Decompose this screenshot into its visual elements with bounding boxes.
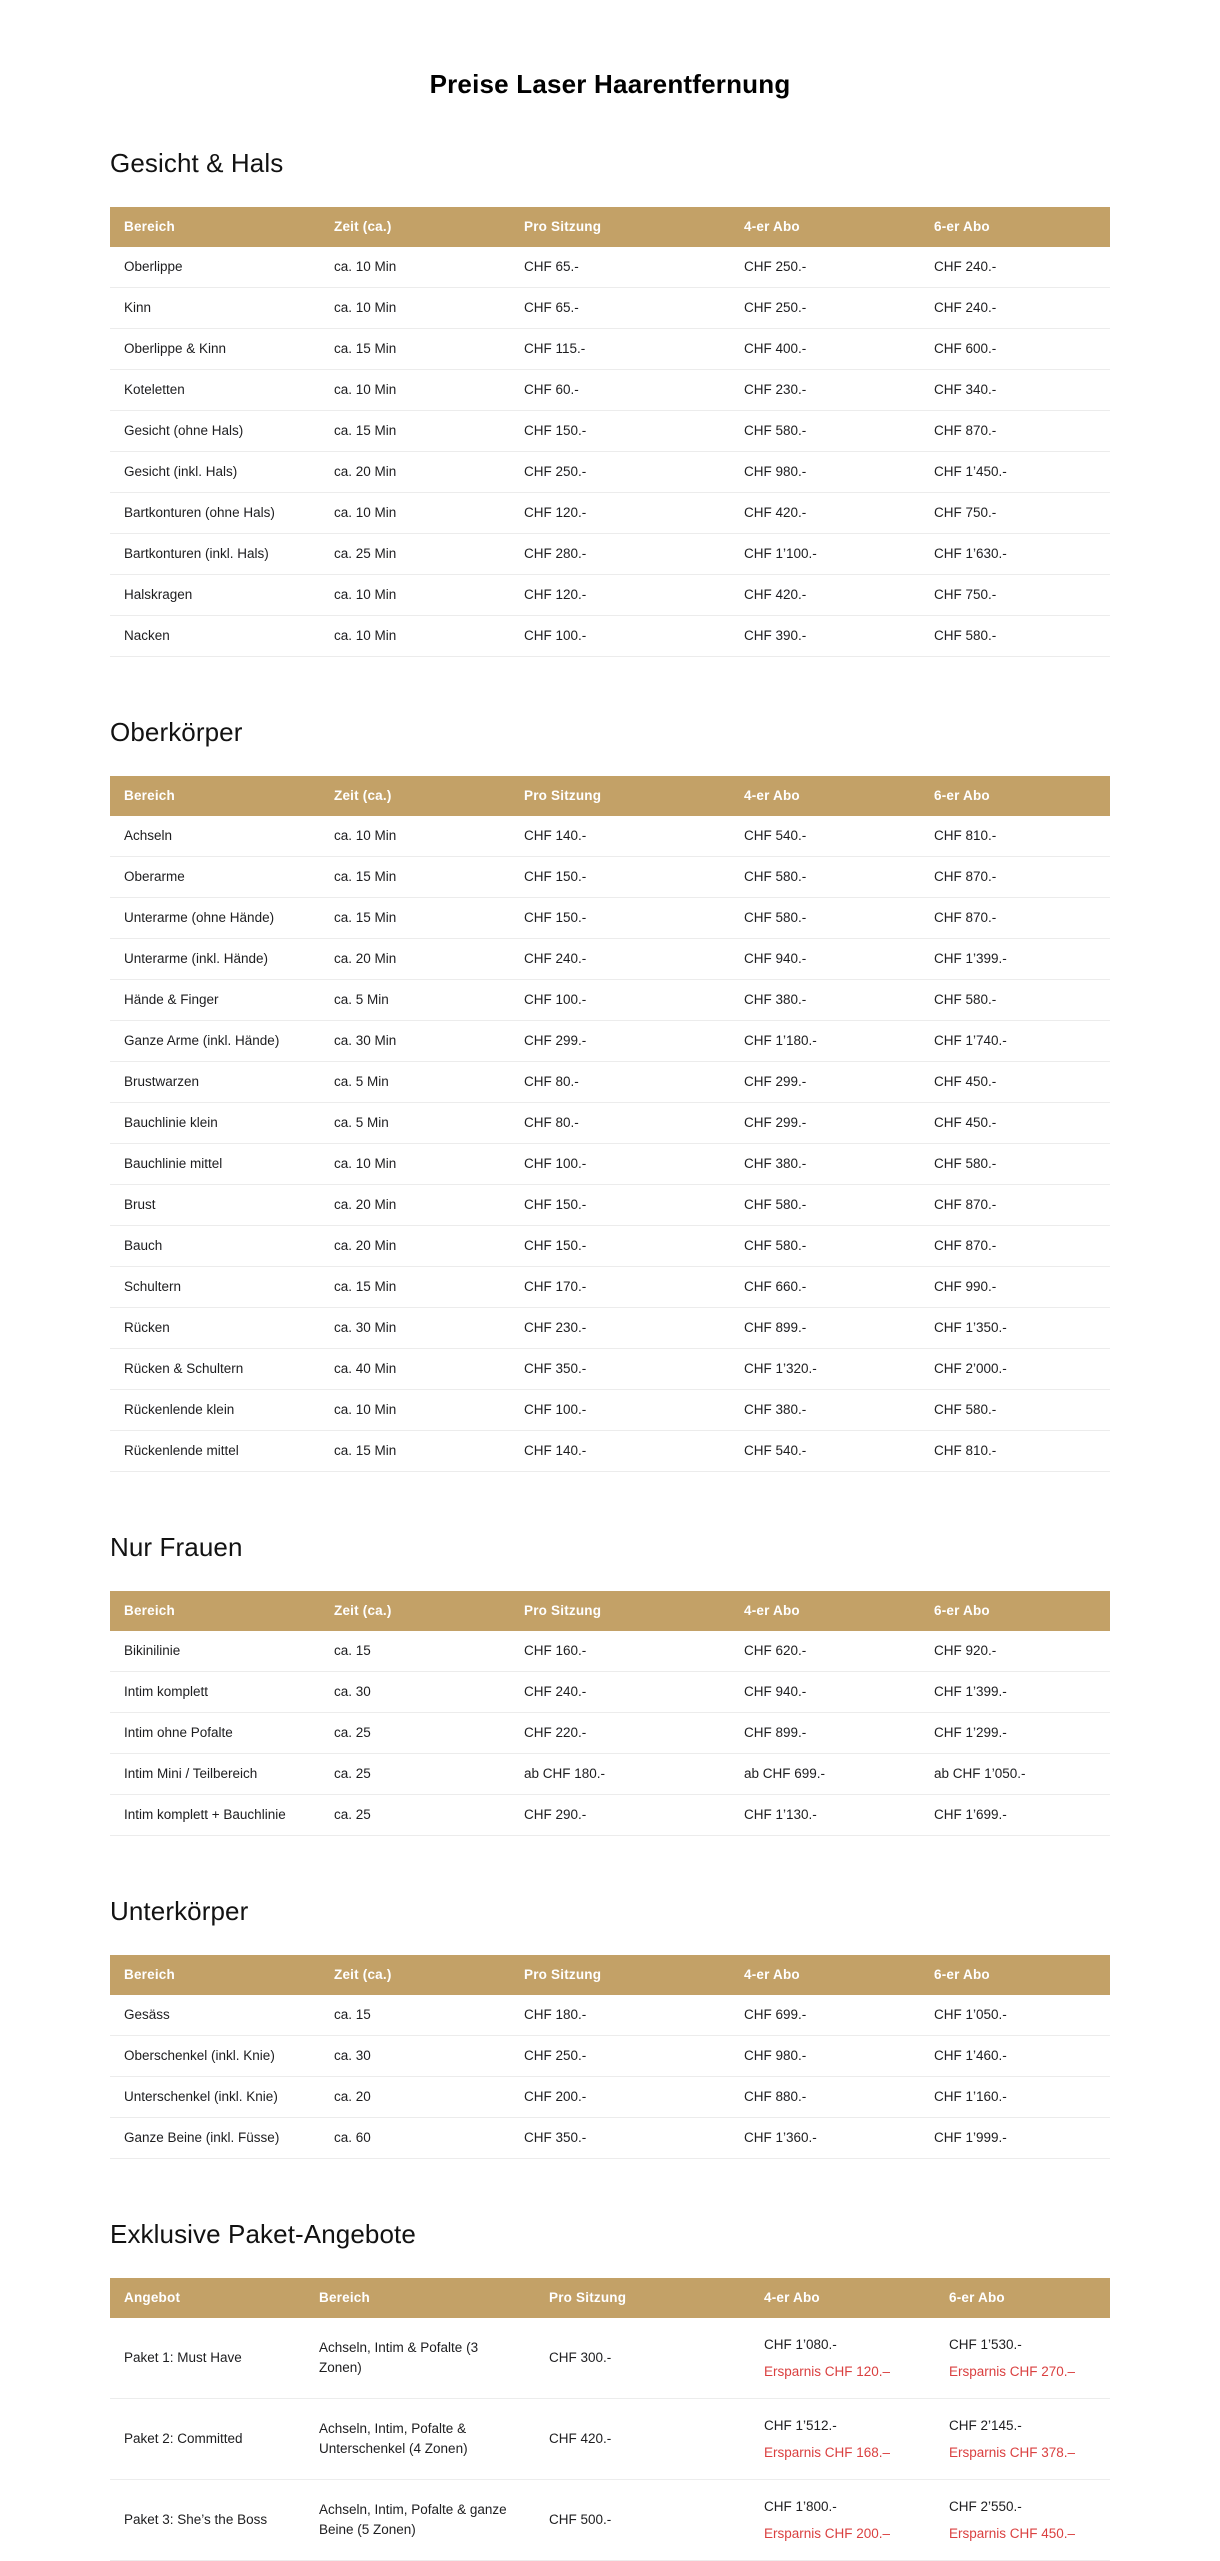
cell-bereich: Rücken & Schultern	[124, 1361, 244, 1377]
cell-zeit: ca. 30	[334, 2048, 371, 2064]
cell-zeit: ca. 25	[334, 1807, 371, 1823]
cell-bereich: Bikinilinie	[124, 1643, 181, 1659]
column-header-4: 6-er Abo	[949, 2290, 1005, 2306]
cell-zeit: ca. 25	[334, 1766, 371, 1782]
table-row	[110, 370, 1110, 411]
cell-4er-abo: CHF 899.-	[744, 1320, 807, 1336]
cell-angebot: Paket 1: Must Have	[124, 2350, 242, 2366]
section-heading: Oberkörper	[110, 717, 243, 747]
cell-6er-abo: CHF 1’630.-	[934, 546, 1007, 562]
cell-pro-sitzung: CHF 100.-	[524, 1402, 587, 1418]
cell-pro-sitzung: CHF 170.-	[524, 1279, 587, 1295]
cell-4er-abo: CHF 1’100.-	[744, 546, 817, 562]
cell-6er-abo: CHF 2’000.-	[934, 1361, 1007, 1377]
cell-pro-sitzung: CHF 100.-	[524, 628, 587, 644]
table-row	[110, 1672, 1110, 1713]
cell-6er-abo: ab CHF 1’050.-	[934, 1766, 1026, 1782]
cell-pro-sitzung: CHF 100.-	[524, 1156, 587, 1172]
table-row	[110, 816, 1110, 857]
cell-bereich: Ganze Beine (inkl. Füsse)	[124, 2130, 280, 2146]
cell-6er-abo: CHF 1’299.-	[934, 1725, 1007, 1741]
cell-zeit: ca. 15 Min	[334, 341, 397, 357]
cell-zeit: ca. 30 Min	[334, 1320, 397, 1336]
cell-pro-sitzung: CHF 65.-	[524, 259, 579, 275]
package-price: CHF 1’530.-	[949, 2336, 1022, 2352]
cell-zeit: ca. 25	[334, 1725, 371, 1741]
cell-zeit: ca. 25 Min	[334, 546, 397, 562]
table-row	[110, 1226, 1110, 1267]
package-savings: Ersparnis CHF 450.–	[949, 2525, 1076, 2541]
table-row	[110, 1308, 1110, 1349]
cell-6er-abo: CHF 810.-	[934, 828, 997, 844]
sections	[110, 146, 1110, 2561]
cell-bereich: Intim ohne Pofalte	[124, 1725, 233, 1741]
table-row	[110, 575, 1110, 616]
cell-bereich: Achseln, Intim, Pofalte & Unterschenkel (4 Zonen)	[319, 2421, 468, 2456]
cell-4er-abo	[750, 2480, 935, 2560]
pricing-table-nur-frauen	[110, 1591, 1110, 1836]
cell-zeit: ca. 10 Min	[334, 1156, 397, 1172]
table-row	[110, 1267, 1110, 1308]
cell-4er-abo: ab CHF 699.-	[744, 1766, 826, 1782]
cell-6er-abo: CHF 580.-	[934, 1156, 997, 1172]
cell-pro-sitzung: CHF 350.-	[524, 2130, 587, 2146]
cell-bereich: Gesäss	[124, 2007, 170, 2023]
table-row	[110, 939, 1110, 980]
cell-zeit: ca. 20 Min	[334, 1197, 397, 1213]
cell-pro-sitzung: CHF 120.-	[524, 587, 587, 603]
cell-zeit: ca. 10 Min	[334, 828, 397, 844]
cell-4er-abo: CHF 940.-	[744, 951, 807, 967]
cell-pro-sitzung: CHF 60.-	[524, 382, 579, 398]
cell-pro-sitzung: CHF 200.-	[524, 2089, 587, 2105]
cell-bereich: Oberlippe & Kinn	[124, 341, 227, 357]
column-header-2: Pro Sitzung	[524, 1603, 602, 1619]
cell-pro-sitzung: CHF 115.-	[524, 341, 586, 357]
package-price: CHF 1’512.-	[764, 2417, 837, 2433]
cell-4er-abo: CHF 390.-	[744, 628, 807, 644]
cell-bereich: Bartkonturen (ohne Hals)	[124, 505, 275, 521]
table-row	[110, 534, 1110, 575]
cell-4er-abo: CHF 400.-	[744, 341, 807, 357]
cell-4er-abo: CHF 1’130.-	[744, 1807, 817, 1823]
package-price: CHF 1’080.-	[764, 2336, 837, 2352]
cell-pro-sitzung: CHF 140.-	[524, 828, 587, 844]
section-gesicht-hals	[110, 146, 1110, 657]
cell-zeit: ca. 10 Min	[334, 587, 397, 603]
column-header-2: Pro Sitzung	[524, 219, 602, 235]
column-header-3: 4-er Abo	[744, 1967, 800, 1983]
cell-4er-abo: CHF 580.-	[744, 1238, 807, 1254]
cell-bereich: Oberschenkel (inkl. Knie)	[124, 2048, 275, 2064]
cell-bereich: Kinn	[124, 300, 152, 316]
cell-pro-sitzung: CHF 80.-	[524, 1115, 579, 1131]
cell-4er-abo	[750, 2399, 935, 2479]
cell-6er-abo: CHF 1’350.-	[934, 1320, 1007, 1336]
cell-pro-sitzung: ab CHF 180.-	[524, 1766, 606, 1782]
cell-bereich: Intim komplett + Bauchlinie	[124, 1807, 286, 1823]
cell-bereich: Bartkonturen (inkl. Hals)	[124, 546, 269, 562]
cell-pro-sitzung: CHF 150.-	[524, 910, 587, 926]
column-header-0: Bereich	[124, 219, 175, 235]
cell-bereich: Bauchlinie mittel	[124, 1156, 223, 1172]
cell-zeit: ca. 15	[334, 1643, 371, 1659]
cell-pro-sitzung: CHF 220.-	[524, 1725, 587, 1741]
cell-bereich: Gesicht (ohne Hals)	[124, 423, 244, 439]
cell-4er-abo: CHF 699.-	[744, 2007, 807, 2023]
cell-4er-abo: CHF 250.-	[744, 300, 807, 316]
pricing-table-gesicht-hals	[110, 207, 1110, 657]
cell-zeit: ca. 10 Min	[334, 1402, 397, 1418]
table-row	[110, 1995, 1110, 2036]
table-row	[110, 1754, 1110, 1795]
cell-6er-abo: CHF 340.-	[934, 382, 997, 398]
column-header-4: 6-er Abo	[934, 219, 990, 235]
cell-pro-sitzung: CHF 240.-	[524, 1684, 587, 1700]
table-row	[110, 857, 1110, 898]
cell-zeit: ca. 20 Min	[334, 464, 397, 480]
cell-zeit: ca. 10 Min	[334, 259, 397, 275]
cell-angebot: Paket 2: Committed	[124, 2431, 243, 2447]
cell-bereich: Bauch	[124, 1238, 163, 1254]
cell-6er-abo: CHF 580.-	[934, 992, 997, 1008]
table-row	[110, 2118, 1110, 2159]
cell-pro-sitzung: CHF 140.-	[524, 1443, 587, 1459]
cell-4er-abo: CHF 660.-	[744, 1279, 807, 1295]
table-header-row	[110, 1955, 1110, 1995]
cell-bereich: Rückenlende mittel	[124, 1443, 239, 1459]
table-row	[110, 898, 1110, 939]
cell-pro-sitzung: CHF 180.-	[524, 2007, 587, 2023]
column-header-1: Zeit (ca.)	[334, 1967, 392, 1983]
cell-4er-abo: CHF 580.-	[744, 1197, 807, 1213]
package-price: CHF 2’145.-	[949, 2417, 1022, 2433]
cell-bereich: Schultern	[124, 1279, 182, 1295]
cell-pro-sitzung: CHF 150.-	[524, 869, 587, 885]
cell-6er-abo: CHF 750.-	[934, 587, 997, 603]
table-row	[110, 1144, 1110, 1185]
cell-pro-sitzung: CHF 299.-	[524, 1033, 587, 1049]
cell-bereich: Achseln	[124, 828, 173, 844]
column-header-4: 6-er Abo	[934, 1603, 990, 1619]
package-price: CHF 1’800.-	[764, 2498, 837, 2514]
section-unterkoerper	[110, 1894, 1110, 2159]
column-header-4: 6-er Abo	[934, 788, 990, 804]
cell-4er-abo: CHF 540.-	[744, 1443, 807, 1459]
cell-pro-sitzung: CHF 150.-	[524, 1197, 587, 1213]
package-row	[110, 2480, 1110, 2561]
cell-6er-abo: CHF 600.-	[934, 341, 997, 357]
table-row	[110, 2036, 1110, 2077]
cell-bereich: Ganze Arme (inkl. Hände)	[124, 1033, 280, 1049]
cell-zeit: ca. 5 Min	[334, 992, 389, 1008]
cell-bereich: Rücken	[124, 1320, 170, 1336]
cell-bereich: Bauchlinie klein	[124, 1115, 218, 1131]
table-row	[110, 1062, 1110, 1103]
cell-6er-abo: CHF 580.-	[934, 1402, 997, 1418]
cell-6er-abo: CHF 450.-	[934, 1115, 997, 1131]
table-header-row	[110, 1591, 1110, 1631]
cell-6er-abo: CHF 750.-	[934, 505, 997, 521]
cell-4er-abo: CHF 1’320.-	[744, 1361, 817, 1377]
table-row	[110, 329, 1110, 370]
column-header-1: Bereich	[319, 2290, 370, 2306]
column-header-4: 6-er Abo	[934, 1967, 990, 1983]
section-heading: Exklusive Paket-Angebote	[110, 2219, 416, 2249]
cell-6er-abo: CHF 1’740.-	[934, 1033, 1007, 1049]
cell-4er-abo: CHF 1’180.-	[744, 1033, 817, 1049]
column-header-3: 4-er Abo	[744, 1603, 800, 1619]
cell-6er-abo: CHF 450.-	[934, 1074, 997, 1090]
table-row	[110, 980, 1110, 1021]
cell-pro-sitzung: CHF 250.-	[524, 2048, 587, 2064]
cell-pro-sitzung: CHF 350.-	[524, 1361, 587, 1377]
cell-6er-abo: CHF 870.-	[934, 1238, 997, 1254]
cell-bereich: Unterarme (inkl. Hände)	[124, 951, 269, 967]
table-row	[110, 1390, 1110, 1431]
section-oberkoerper	[110, 715, 1110, 1472]
column-header-3: 4-er Abo	[764, 2290, 820, 2306]
cell-pro-sitzung: CHF 500.-	[549, 2512, 612, 2528]
cell-4er-abo: CHF 940.-	[744, 1684, 807, 1700]
cell-zeit: ca. 40 Min	[334, 1361, 397, 1377]
package-savings: Ersparnis CHF 120.–	[764, 2363, 891, 2379]
cell-zeit: ca. 15 Min	[334, 869, 397, 885]
section-nur-frauen	[110, 1530, 1110, 1836]
cell-4er-abo: CHF 540.-	[744, 828, 807, 844]
table-row	[110, 247, 1110, 288]
table-row	[110, 2077, 1110, 2118]
cell-6er-abo: CHF 1’450.-	[934, 464, 1007, 480]
cell-bereich: Intim komplett	[124, 1684, 209, 1700]
cell-pro-sitzung: CHF 240.-	[524, 951, 587, 967]
cell-zeit: ca. 5 Min	[334, 1115, 389, 1131]
cell-zeit: ca. 20 Min	[334, 951, 397, 967]
cell-bereich: Unterarme (ohne Hände)	[124, 910, 275, 926]
cell-4er-abo: CHF 980.-	[744, 2048, 807, 2064]
table-row	[110, 1713, 1110, 1754]
cell-pro-sitzung: CHF 290.-	[524, 1807, 587, 1823]
cell-angebot: Paket 3: She’s the Boss	[124, 2512, 268, 2528]
cell-6er-abo	[935, 2399, 1110, 2479]
cell-4er-abo: CHF 580.-	[744, 869, 807, 885]
column-header-0: Bereich	[124, 788, 175, 804]
cell-bereich: Koteletten	[124, 382, 185, 398]
cell-bereich: Rückenlende klein	[124, 1402, 235, 1418]
package-savings: Ersparnis CHF 270.–	[949, 2363, 1076, 2379]
column-header-1: Zeit (ca.)	[334, 219, 392, 235]
cell-zeit: ca. 15 Min	[334, 423, 397, 439]
cell-zeit: ca. 10 Min	[334, 382, 397, 398]
content	[110, 66, 1110, 2561]
cell-4er-abo: CHF 299.-	[744, 1115, 807, 1131]
cell-pro-sitzung: CHF 230.-	[524, 1320, 587, 1336]
page-title: Preise Laser Haarentfernung	[429, 69, 791, 99]
pricing-table-paket-angebote	[110, 2278, 1110, 2561]
cell-zeit: ca. 30	[334, 1684, 371, 1700]
column-header-2: Pro Sitzung	[549, 2290, 627, 2306]
package-row	[110, 2399, 1110, 2480]
table-header-row	[110, 776, 1110, 816]
pricing-table-oberkoerper	[110, 776, 1110, 1472]
cell-6er-abo: CHF 240.-	[934, 300, 997, 316]
cell-pro-sitzung: CHF 120.-	[524, 505, 587, 521]
table-row	[110, 1103, 1110, 1144]
cell-6er-abo: CHF 870.-	[934, 1197, 997, 1213]
column-header-1: Zeit (ca.)	[334, 1603, 392, 1619]
cell-6er-abo: CHF 920.-	[934, 1643, 997, 1659]
cell-bereich: Halskragen	[124, 587, 193, 603]
package-savings: Ersparnis CHF 200.–	[764, 2525, 891, 2541]
cell-bereich: Oberlippe	[124, 259, 183, 275]
table-row	[110, 1349, 1110, 1390]
cell-pro-sitzung: CHF 250.-	[524, 464, 587, 480]
cell-zeit: ca. 20 Min	[334, 1238, 397, 1254]
cell-4er-abo: CHF 230.-	[744, 382, 807, 398]
cell-bereich: Brust	[124, 1197, 156, 1213]
cell-4er-abo: CHF 880.-	[744, 2089, 807, 2105]
cell-pro-sitzung: CHF 150.-	[524, 1238, 587, 1254]
cell-zeit: ca. 10 Min	[334, 628, 397, 644]
cell-zeit: ca. 5 Min	[334, 1074, 389, 1090]
cell-4er-abo: CHF 1’360.-	[744, 2130, 817, 2146]
table-row	[110, 493, 1110, 534]
table-row	[110, 288, 1110, 329]
cell-zeit: ca. 30 Min	[334, 1033, 397, 1049]
package-row	[110, 2318, 1110, 2399]
cell-bereich: Hände & Finger	[124, 992, 219, 1008]
cell-6er-abo: CHF 1’999.-	[934, 2130, 1007, 2146]
table-header-row	[110, 2278, 1110, 2318]
cell-4er-abo: CHF 980.-	[744, 464, 807, 480]
cell-6er-abo: CHF 1’399.-	[934, 1684, 1007, 1700]
cell-pro-sitzung: CHF 300.-	[549, 2350, 612, 2366]
table-row	[110, 411, 1110, 452]
cell-4er-abo: CHF 380.-	[744, 992, 807, 1008]
cell-zeit: ca. 60	[334, 2130, 371, 2146]
cell-zeit: ca. 10 Min	[334, 505, 397, 521]
cell-4er-abo: CHF 580.-	[744, 423, 807, 439]
cell-6er-abo: CHF 1’699.-	[934, 1807, 1007, 1823]
cell-bereich: Achseln, Intim, Pofalte & ganze Beine (5 Zonen)	[319, 2502, 507, 2537]
cell-pro-sitzung: CHF 65.-	[524, 300, 579, 316]
column-header-0: Bereich	[124, 1967, 175, 1983]
cell-bereich: Brustwarzen	[124, 1074, 200, 1090]
cell-6er-abo	[935, 2318, 1110, 2398]
section-heading: Gesicht & Hals	[110, 148, 284, 178]
pricing-table-unterkoerper	[110, 1955, 1110, 2159]
cell-6er-abo: CHF 1’399.-	[934, 951, 1007, 967]
table-row	[110, 1185, 1110, 1226]
cell-zeit: ca. 20	[334, 2089, 371, 2105]
package-savings: Ersparnis CHF 168.–	[764, 2444, 891, 2460]
column-header-3: 4-er Abo	[744, 788, 800, 804]
column-header-2: Pro Sitzung	[524, 788, 602, 804]
cell-4er-abo: CHF 620.-	[744, 1643, 807, 1659]
cell-6er-abo: CHF 580.-	[934, 628, 997, 644]
cell-4er-abo: CHF 299.-	[744, 1074, 807, 1090]
cell-bereich: Unterschenkel (inkl. Knie)	[124, 2089, 278, 2105]
table-row	[110, 1021, 1110, 1062]
cell-4er-abo: CHF 420.-	[744, 505, 807, 521]
cell-6er-abo: CHF 1’050.-	[934, 2007, 1007, 2023]
package-price: CHF 2’550.-	[949, 2498, 1022, 2514]
cell-6er-abo	[935, 2480, 1110, 2560]
cell-4er-abo	[750, 2318, 935, 2398]
column-header-3: 4-er Abo	[744, 219, 800, 235]
cell-pro-sitzung: CHF 150.-	[524, 423, 587, 439]
cell-pro-sitzung: CHF 420.-	[549, 2431, 612, 2447]
table-row	[110, 1795, 1110, 1836]
table-row	[110, 452, 1110, 493]
column-header-1: Zeit (ca.)	[334, 788, 392, 804]
cell-bereich: Intim Mini / Teilbereich	[124, 1766, 258, 1782]
cell-pro-sitzung: CHF 80.-	[524, 1074, 579, 1090]
cell-6er-abo: CHF 870.-	[934, 910, 997, 926]
cell-6er-abo: CHF 1’460.-	[934, 2048, 1007, 2064]
section-heading: Nur Frauen	[110, 1532, 243, 1562]
cell-bereich: Gesicht (inkl. Hals)	[124, 464, 238, 480]
package-savings: Ersparnis CHF 378.–	[949, 2444, 1076, 2460]
cell-pro-sitzung: CHF 160.-	[524, 1643, 587, 1659]
section-heading: Unterkörper	[110, 1896, 249, 1926]
cell-bereich: Oberarme	[124, 869, 185, 885]
cell-zeit: ca. 15	[334, 2007, 371, 2023]
column-header-2: Pro Sitzung	[524, 1967, 602, 1983]
cell-4er-abo: CHF 580.-	[744, 910, 807, 926]
table-row	[110, 1631, 1110, 1672]
table-header-row	[110, 207, 1110, 247]
cell-zeit: ca. 15 Min	[334, 1279, 397, 1295]
cell-6er-abo: CHF 870.-	[934, 423, 997, 439]
column-header-0: Angebot	[124, 2290, 181, 2306]
cell-zeit: ca. 10 Min	[334, 300, 397, 316]
cell-4er-abo: CHF 420.-	[744, 587, 807, 603]
cell-zeit: ca. 15 Min	[334, 1443, 397, 1459]
cell-4er-abo: CHF 250.-	[744, 259, 807, 275]
cell-4er-abo: CHF 380.-	[744, 1402, 807, 1418]
cell-pro-sitzung: CHF 100.-	[524, 992, 587, 1008]
cell-pro-sitzung: CHF 280.-	[524, 546, 587, 562]
table-row	[110, 1431, 1110, 1472]
cell-6er-abo: CHF 810.-	[934, 1443, 997, 1459]
cell-6er-abo: CHF 240.-	[934, 259, 997, 275]
cell-6er-abo: CHF 990.-	[934, 1279, 997, 1295]
cell-bereich: Nacken	[124, 628, 170, 644]
cell-zeit: ca. 15 Min	[334, 910, 397, 926]
cell-bereich: Achseln, Intim & Pofalte (3 Zonen)	[319, 2340, 479, 2375]
column-header-0: Bereich	[124, 1603, 175, 1619]
cell-6er-abo: CHF 1’160.-	[934, 2089, 1007, 2105]
table-row	[110, 616, 1110, 657]
section-paket-angebote	[110, 2217, 1110, 2561]
cell-6er-abo: CHF 870.-	[934, 869, 997, 885]
cell-4er-abo: CHF 899.-	[744, 1725, 807, 1741]
cell-4er-abo: CHF 380.-	[744, 1156, 807, 1172]
